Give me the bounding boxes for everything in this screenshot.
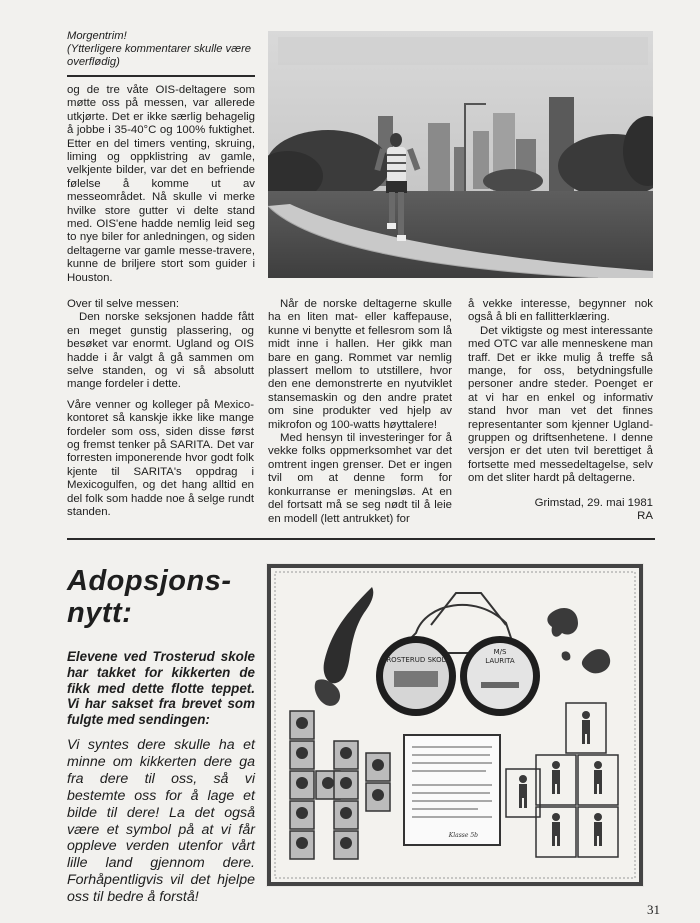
- right-lens-label-2: LAURITA: [485, 657, 515, 665]
- article-column-1: [67, 298, 254, 520]
- adoption-title: [67, 565, 257, 629]
- page-number: 31: [647, 902, 660, 917]
- signoff-place-date: Grimstad, 29. mai 1981: [534, 496, 653, 509]
- right-lens-label-1: M/S: [493, 648, 507, 656]
- tapestry-image: [266, 563, 644, 887]
- caption-heading: Morgentrim!: [67, 30, 127, 42]
- column-1-paragraph-1: Over til selve messen:: [67, 298, 180, 310]
- column-2-paragraph-1: Når de norske deltagerne skulle ha en liten mat- eller kaffepause, kunne vi benytte et fellesrom som lå midt inne i hallen. Her gikk man bare en gang. Rommet var nemlig plassert mellom to utstillere, hvor den ene demonstrerte en nyutviklet stansemaskin og den andre pratet om sine produkter ved hjelp av mikrofon og 100-watts høyttalere!: [268, 298, 452, 431]
- intro-paragraph: og de tre våte OIS-deltagere som møtte oss på messen, var allerede utkjørte. Det er ikke særlig behagelig å jobbe i 35-40°C og 100% fuktighet. Etter en del timers venting, skruing, liming og oppklistring av gamle, velkjente bilder, var det en befriende følelse å komme ut av messeområdet. Nå skulle vi merke hvilke store gutter vi delte stand med. OIS'ene hadde nemlig leid seg to nye biler for anledningen, og siden deltagerne var gamle messe-travere, kunne de briljere stort som guider i Houston.: [67, 84, 255, 284]
- runner-photo-image: [268, 31, 653, 278]
- caption-rule: [67, 75, 255, 77]
- column-1-paragraph-3: Våre venner og kolleger på Mexico-kontoret så kanskje ikke like mange fordeler som oss, siden disse først og fremst tenker på SARITA. Det var forresten imponerende hvor godt folk kjente til SARITA's oppdrag i Mexicogulfen, og det hang alltid en del folk som hadde noe å selge rundt standen.: [67, 398, 254, 519]
- intro-text: [67, 84, 255, 285]
- caption-subheading: (Ytterligere kommentarer skulle være overflødig): [67, 43, 252, 69]
- section-divider: [67, 538, 655, 540]
- adoption-lead: Elevene ved Trosterud skole har takket for kikkerten de fikk med dette flotte teppet. Vi har sakset fra brevet som fulgte med sendingen:: [67, 649, 255, 728]
- article-column-2: [268, 298, 452, 526]
- adoption-title-line-1: Adopsjons-: [67, 565, 232, 597]
- letter-signature: Klasse 5b: [448, 832, 478, 839]
- runner-photo: [268, 31, 653, 278]
- left-lens-label: TROSTERUD SKOLE: [382, 656, 450, 664]
- tapestry-photo: [266, 563, 644, 887]
- column-3-paragraph-2: Det viktigste og mest interessante med OTC var alle menneskene man traff. Det er ikke mulig å treffe så mange, for oss, betydningsfulle personer andre steder. Poenget er at vi har en enkel og informativ stand hvor man vet det finnes representanter som kjenner Ugland-gruppen og driftsenhetene. I denne versjon er det uten tvil berettiget å fortsette med messedeltagelse, selv om det sliter hardt på deltagerne.: [468, 324, 653, 485]
- column-3-paragraph-1: å vekke interesse, begynner nok også å bli en fallitterklæring.: [468, 298, 653, 324]
- signoff-initials: RA: [637, 510, 653, 523]
- adoption-title-line-2: nytt:: [67, 597, 133, 629]
- column-1-paragraph-2: Den norske seksjonen hadde fått en meget gunstig plassering, og besøket var enormt. Ugland og OIS hadde i år valgt å gå sammen om selve standen, og vi så absolutt mange fordeler i dette.: [67, 311, 254, 391]
- adoption-quote: Vi syntes dere skulle ha et minne om kikkerten dere ga fra dere til oss, så vi bestemte oss for å lage et bilde til dere! La det også være et symbol på at vi får oppleve verden utenfor vårt lille land gjennom dere. Forhåpentligvis vil det hjelpe oss til bedre å forstå!: [67, 737, 255, 906]
- column-2-paragraph-2: Med hensyn til investeringer for å vekke folks oppmerksomhet var det omtrent ingen grenser. Det er ingen tvil om at denne form for konkurranse er meningsløs. At en del fortsatt må se seg nødt til å leie en modell (lett antrukket) for: [268, 432, 452, 525]
- article-column-3: [468, 298, 653, 524]
- photo-caption: [67, 30, 257, 70]
